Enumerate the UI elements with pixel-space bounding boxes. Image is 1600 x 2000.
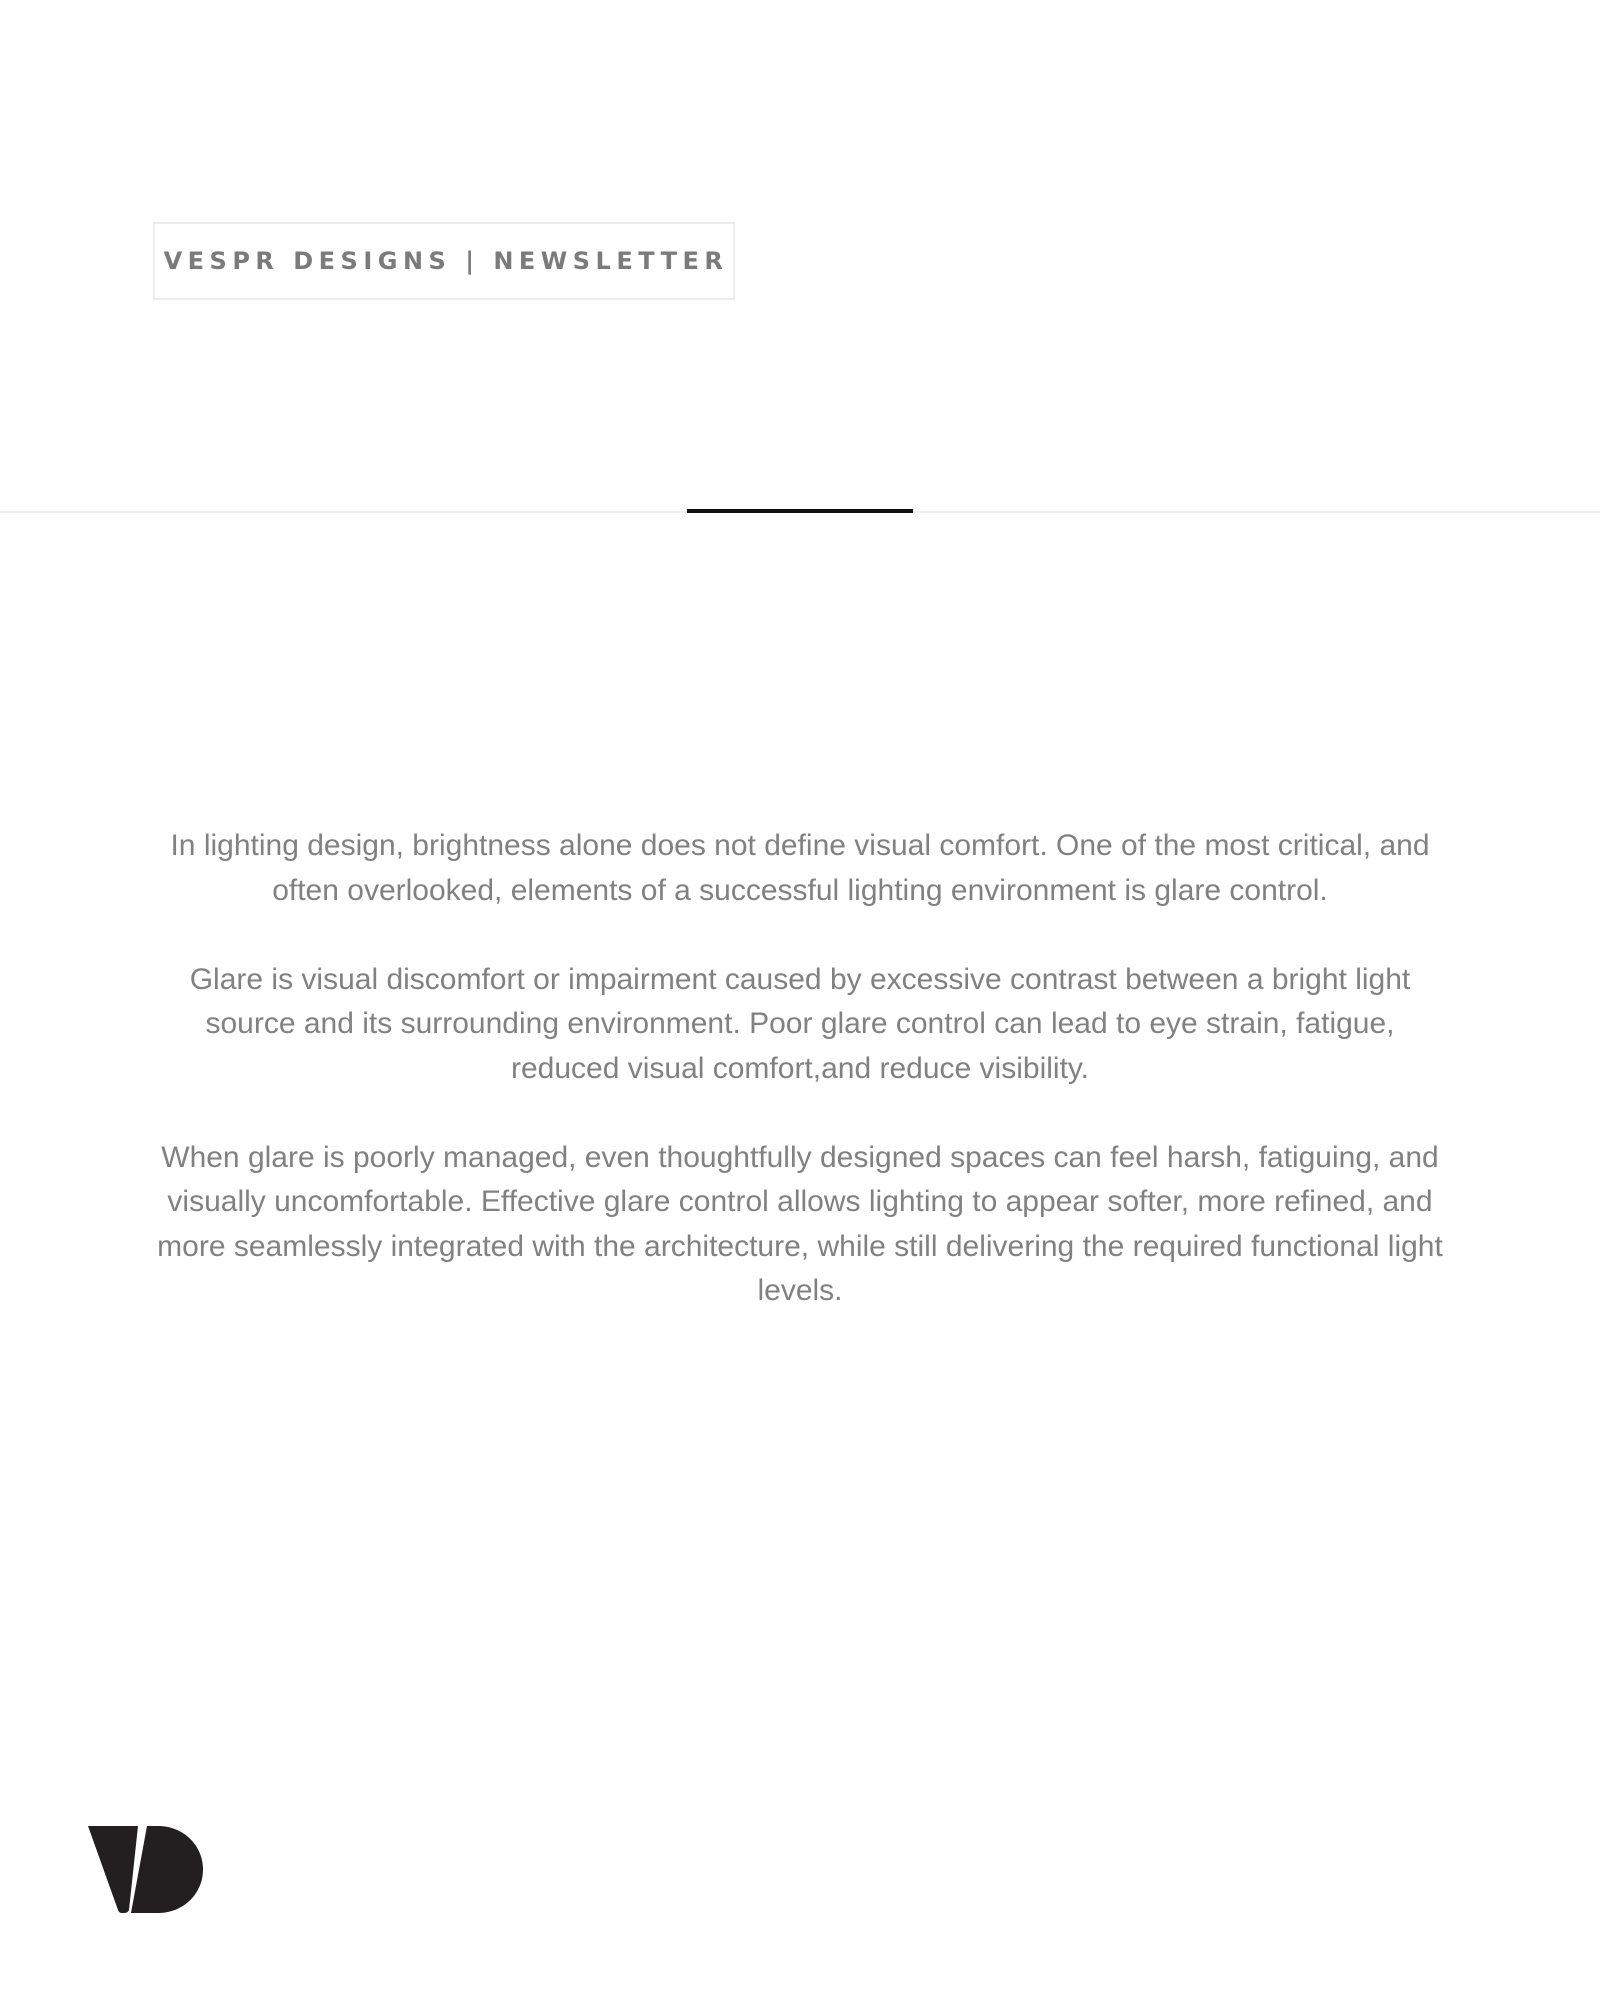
article-paragraph: In lighting design, brightness alone does not define visual comfort. One of the most critical, and often overlooked, elements of a successful lighting environment is glare control. (170, 829, 1430, 907)
logo-d-bowl (131, 1826, 203, 1913)
article-body (150, 824, 1450, 1314)
newsletter-header-badge (153, 222, 735, 300)
article-paragraph: When glare is poorly managed, even thoughtfully designed spaces can feel harsh, fatiguing, and visually uncomfortable. Effective glare control allows lighting to appear softer, more refined, and more seamlessly integrated with the architecture, while still delivering the required functional light levels. (157, 1140, 1443, 1307)
section-divider-accent (687, 509, 913, 513)
newsletter-header-label: VESPR DESIGNS | NEWSLETTER (163, 247, 729, 275)
vespr-logo-icon (88, 1826, 203, 1913)
logo-v-stroke (88, 1826, 138, 1913)
article-paragraph: Glare is visual discomfort or impairment caused by excessive contrast between a bright light source and its surrounding environment. Poor glare control can lead to eye strain, fatigue, reduced visual comfort,and reduce visibility. (189, 962, 1411, 1085)
